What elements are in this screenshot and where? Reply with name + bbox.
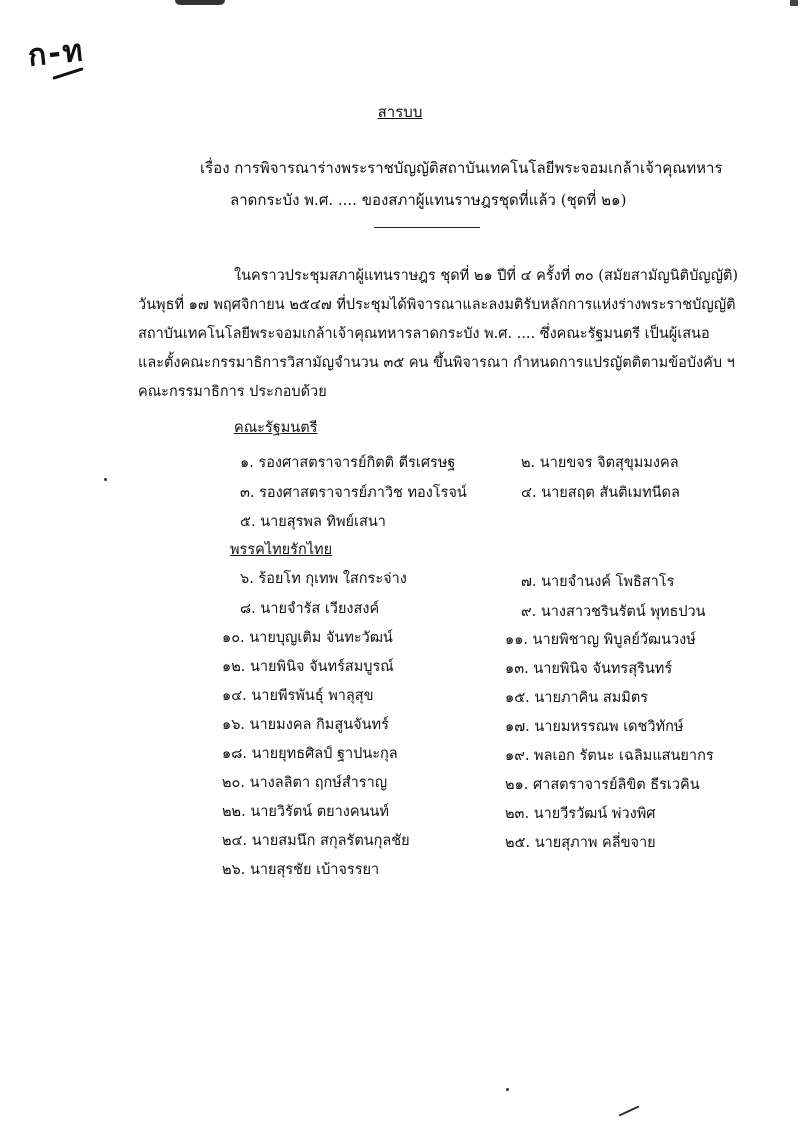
member-entry: ๓. รองศาสตราจารย์ภาวิช ทองโรจน์ bbox=[240, 485, 467, 501]
member-entry: ๑๑. นายพิชาญ พิบูลย์วัฒนวงษ์ bbox=[505, 632, 696, 648]
group-heading-thai-rak-thai: พรรคไทยรักไทย bbox=[230, 542, 333, 558]
body-paragraph bbox=[138, 262, 738, 407]
scan-speck bbox=[104, 478, 107, 481]
member-entry: ๑๙. พลเอก รัตนะ เฉลิมแสนยากร bbox=[505, 748, 714, 764]
member-entry: ๒๑. ศาสตราจารย์ลิขิต ธีรเวคิน bbox=[505, 777, 700, 793]
member-entry: ๘. นายจำรัส เวียงสงค์ bbox=[240, 601, 380, 617]
member-entry: ๑๖. นายมงคล กิมสูนจันทร์ bbox=[222, 717, 389, 733]
divider-rule bbox=[374, 227, 480, 228]
scan-speck bbox=[506, 1088, 509, 1091]
member-entry: ๕. นายสุรพล ทิพย์เสนา bbox=[240, 514, 386, 530]
paragraph-line: คณะกรรมาธิการ ประกอบด้วย bbox=[138, 384, 327, 400]
handwritten-code: ก-ท bbox=[26, 33, 87, 74]
member-entry: ๒๖. นายสุรชัย เบ้าจรรยา bbox=[222, 862, 380, 878]
group-heading-cabinet: คณะรัฐมนตรี bbox=[234, 420, 318, 436]
page-heading bbox=[0, 100, 800, 124]
paragraph-line: วันพุธที่ ๑๗ พฤศจิกายน ๒๕๔๗ ที่ประชุมได้พิจารณาและลงมติรับหลักการแห่งร่างพระราชบัญญัติ bbox=[138, 297, 736, 313]
heading-text: สารบบ bbox=[377, 103, 423, 121]
member-entry: ๑๔. นายพีรพันธุ์ พาลุสุข bbox=[222, 688, 374, 704]
member-entry: ๙. นางสาวชรินรัตน์ พุทธปวน bbox=[521, 604, 706, 620]
member-entry: ๒๐. นางลลิตา ฤกษ์สำราญ bbox=[222, 775, 388, 791]
member-entry: ๑๒. นายพินิจ จันทร์สมบูรณ์ bbox=[222, 659, 394, 675]
subject-line-1: เรื่อง การพิจารณาร่างพระราชบัญญัติสถาบันเทคโนโลยีพระจอมเกล้าเจ้าคุณทหาร bbox=[200, 159, 723, 177]
paragraph-line: สถาบันเทคโนโลยีพระจอมเกล้าเจ้าคุณทหารลาดกระบัง พ.ศ. .... ซึ่งคณะรัฐมนตรี เป็นผู้เสนอ bbox=[138, 326, 710, 342]
paragraph-line: ในคราวประชุมสภาผู้แทนราษฎร ชุดที่ ๒๑ ปีที่ ๔ ครั้งที่ ๓๐ (สมัยสามัญนิติบัญญัติ) bbox=[234, 268, 739, 284]
paragraph-line: และตั้งคณะกรรมาธิการวิสามัญจำนวน ๓๕ คน ขึ้นพิจารณา กำหนดการแปรญัตติตามข้อบังคับ ฯ bbox=[138, 355, 735, 371]
member-entry: ๑๘. นายยุทธศิลป์ ฐาปนะกุล bbox=[222, 746, 398, 762]
member-entry: ๒. นายขจร จิตสุขุมมงคล bbox=[521, 455, 679, 471]
member-entry: ๑๐. นายบุญเติม จันทะวัฒน์ bbox=[222, 630, 393, 646]
member-entry: ๔. นายสฤต สันติเมทนีดล bbox=[521, 485, 680, 501]
scan-artifact-top bbox=[175, 0, 225, 5]
member-entry: ๑๕. นายภาคิน สมมิตร bbox=[505, 690, 649, 706]
member-entry: ๖. ร้อยโท กุเทพ ใสกระจ่าง bbox=[240, 571, 407, 587]
member-entry: ๒๓. นายวีรวัฒน์ พ่วงพิศ bbox=[505, 806, 656, 822]
member-entry: ๒๕. นายสุภาพ คลี่ขจาย bbox=[505, 835, 656, 851]
member-entry: ๒๒. นายวิรัตน์ ตยางคนนท์ bbox=[222, 804, 389, 820]
member-entry: ๑๗. นายมหรรณพ เดชวิทักษ์ bbox=[505, 719, 684, 735]
member-entry: ๒๔. นายสมนึก สกุลรัตนกุลชัย bbox=[222, 833, 410, 849]
subject-line-2: ลาดกระบัง พ.ศ. .... ของสภาผู้แทนราษฎรชุดที่แล้ว (ชุดที่ ๒๑) bbox=[230, 191, 627, 209]
subject-block bbox=[200, 152, 723, 216]
member-entry: ๑๓. นายพินิจ จันทรสุรินทร์ bbox=[505, 661, 673, 677]
member-entry: ๗. นายจำนงค์ โพธิสาโร bbox=[521, 574, 675, 590]
scan-artifact-corner bbox=[790, 0, 798, 6]
scan-artifact-bottom bbox=[619, 1105, 640, 1116]
member-entry: ๑. รองศาสตราจารย์กิตติ ตีรเศรษฐ bbox=[240, 455, 456, 471]
